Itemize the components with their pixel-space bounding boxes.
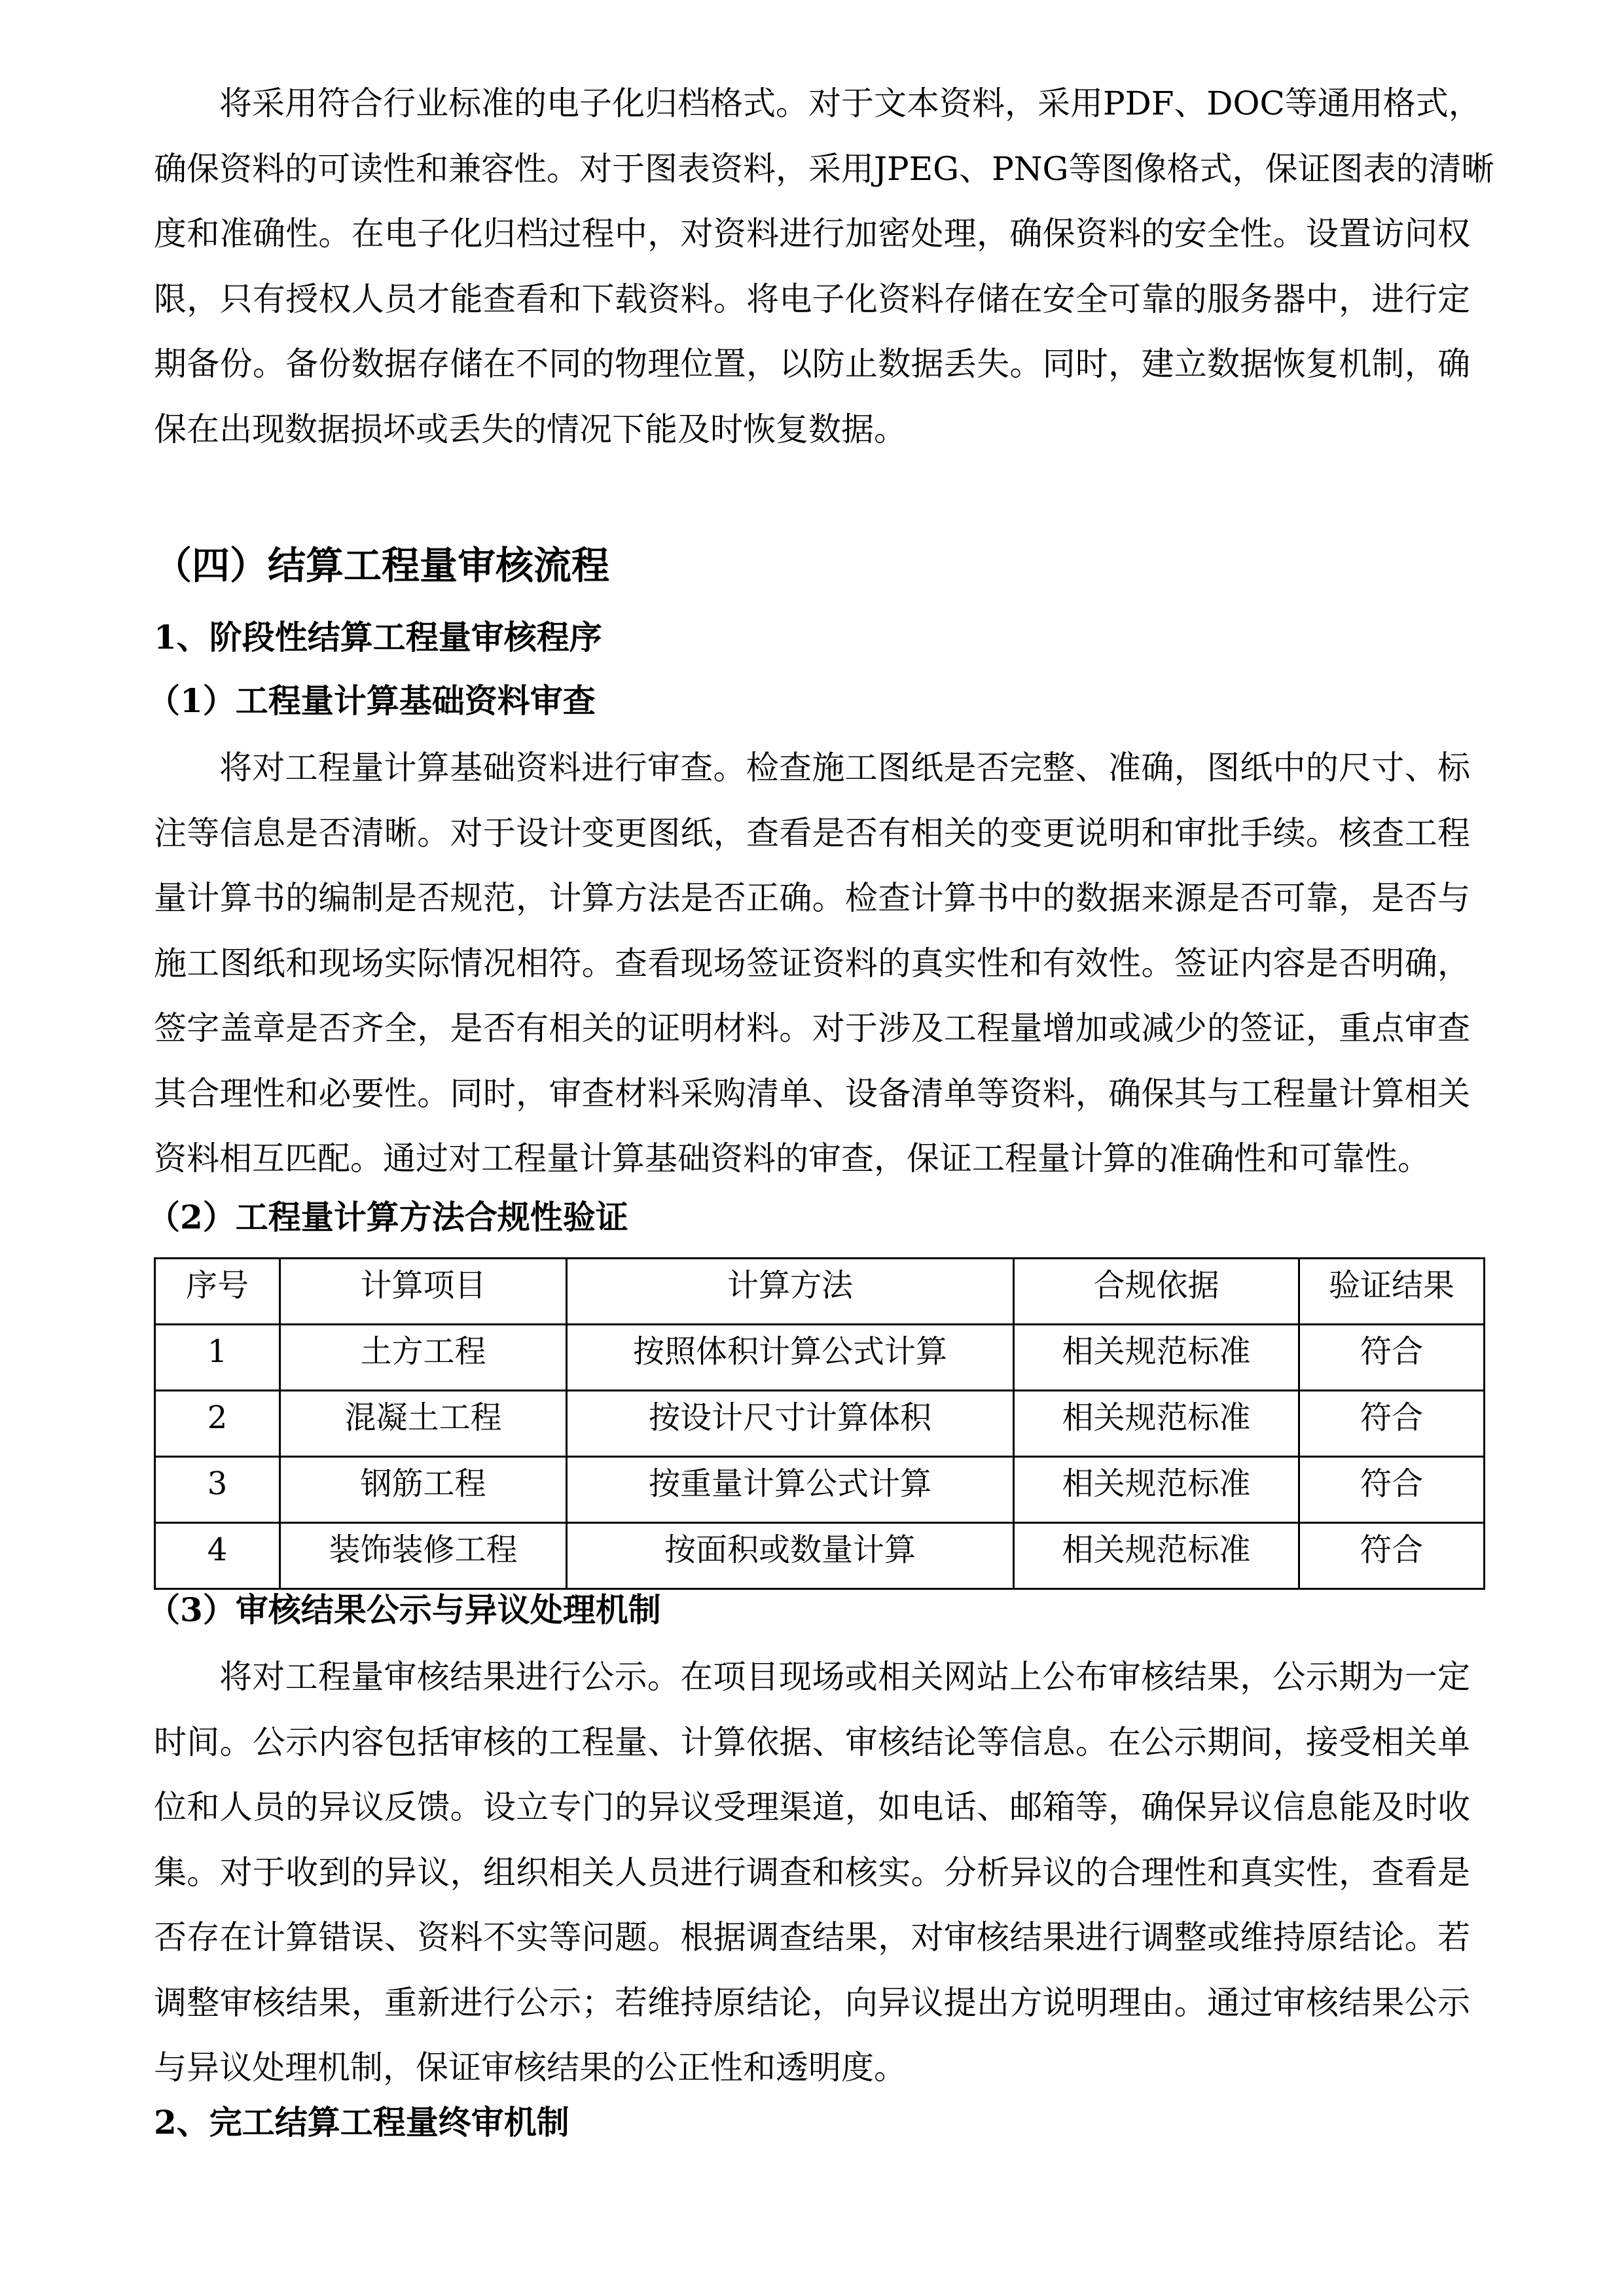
table-cell: 符合 — [1299, 1523, 1485, 1589]
paragraph-line: 度和准确性。在电子化归档过程中，对资料进行加密处理，确保资料的安全性。设置访问权 — [154, 215, 1470, 253]
table-cell: 按照体积计算公式计算 — [567, 1325, 1014, 1391]
table-cell: 装饰装修工程 — [280, 1523, 567, 1589]
table-cell: 相关规范标准 — [1014, 1523, 1299, 1589]
table-cell: 相关规范标准 — [1014, 1391, 1299, 1457]
paragraph-line: 集。对于收到的异议，组织相关人员进行调查和核实。分析异议的合理性和真实性，查看是 — [154, 1853, 1470, 1892]
paragraph-line: 与异议处理机制，保证审核结果的公正性和透明度。 — [154, 2049, 907, 2087]
paragraph-line: 确保资料的可读性和兼容性。对于图表资料，采用JPEG、PNG等图像格式，保证图表的清晰 — [154, 149, 1494, 188]
table-row — [155, 1325, 1485, 1391]
table-row — [155, 1457, 1485, 1523]
paragraph-line: 注等信息是否清晰。对于设计变更图纸，查看是否有相关的变更说明和审批手续。核查工程 — [154, 814, 1470, 852]
table-cell: 3 — [155, 1457, 280, 1523]
item-heading-3: （3）审核结果公示与异议处理机制 — [147, 1590, 661, 1629]
section-heading: （四）结算工程量审核流程 — [154, 543, 610, 588]
table-cell: 1 — [155, 1325, 280, 1391]
table-cell: 混凝土工程 — [280, 1391, 567, 1457]
paragraph-line: 签字盖章是否齐全，是否有相关的证明材料。对于涉及工程量增加或减少的签证，重点审查 — [154, 1009, 1470, 1047]
paragraph-line: 其合理性和必要性。同时，审查材料采购清单、设备清单等资料，确保其与工程量计算相关 — [154, 1074, 1470, 1113]
paragraph-line: 将对工程量审核结果进行公示。在项目现场或相关网站上公布审核结果，公示期为一定 — [219, 1658, 1470, 1696]
subsection-heading-1: 1、阶段性结算工程量审核程序 — [154, 618, 602, 656]
table-cell: 4 — [155, 1523, 280, 1589]
item-heading-1: （1）工程量计算基础资料审查 — [147, 681, 596, 720]
table-cell: 符合 — [1299, 1325, 1485, 1391]
header-cell: 验证结果 — [1299, 1259, 1485, 1325]
paragraph-line: 调整审核结果，重新进行公示；若维持原结论，向异议提出方说明理由。通过审核结果公示 — [154, 1983, 1470, 2022]
subsection-heading-2: 2、完工结算工程量终审机制 — [154, 2103, 569, 2142]
paragraph-line: 将对工程量计算基础资料进行审查。检查施工图纸是否完整、准确，图纸中的尺寸、标 — [219, 749, 1470, 787]
table-header-row — [155, 1259, 1485, 1325]
paragraph-line: 资料相互匹配。通过对工程量计算基础资料的审查，保证工程量计算的准确性和可靠性。 — [154, 1139, 1430, 1177]
table-cell: 相关规范标准 — [1014, 1325, 1299, 1391]
paragraph-line: 位和人员的异议反馈。设立专门的异议受理渠道，如电话、邮箱等，确保异议信息能及时收 — [154, 1788, 1470, 1826]
table-cell: 相关规范标准 — [1014, 1457, 1299, 1523]
paragraph-line: 保在出现数据损坏或丢失的情况下能及时恢复数据。 — [154, 410, 907, 448]
table-row — [155, 1391, 1485, 1457]
table-cell: 符合 — [1299, 1391, 1485, 1457]
table-cell: 按面积或数量计算 — [567, 1523, 1014, 1589]
table-cell: 按设计尺寸计算体积 — [567, 1391, 1014, 1457]
paragraph-line: 时间。公示内容包括审核的工程量、计算依据、审核结论等信息。在公示期间，接受相关单 — [154, 1723, 1470, 1761]
item-heading-2: （2）工程量计算方法合规性验证 — [147, 1198, 628, 1236]
header-cell: 计算方法 — [567, 1259, 1014, 1325]
table-cell: 土方工程 — [280, 1325, 567, 1391]
table-cell: 2 — [155, 1391, 280, 1457]
paragraph-line: 量计算书的编制是否规范，计算方法是否正确。检查计算书中的数据来源是否可靠，是否与 — [154, 879, 1470, 917]
table-cell: 按重量计算公式计算 — [567, 1457, 1014, 1523]
paragraph-line: 施工图纸和现场实际情况相符。查看现场签证资料的真实性和有效性。签证内容是否明确， — [154, 944, 1470, 982]
compliance-table — [154, 1257, 1485, 1590]
table-cell: 符合 — [1299, 1457, 1485, 1523]
header-cell: 序号 — [155, 1259, 280, 1325]
paragraph-line: 将采用符合行业标准的电子化归档格式。对于文本资料，采用PDF、DOC等通用格式， — [219, 84, 1481, 122]
header-cell: 计算项目 — [280, 1259, 567, 1325]
table-cell: 钢筋工程 — [280, 1457, 567, 1523]
paragraph-line: 期备份。备份数据存储在不同的物理位置，以防止数据丢失。同时，建立数据恢复机制，确 — [154, 345, 1470, 383]
header-cell: 合规依据 — [1014, 1259, 1299, 1325]
paragraph-line: 否存在计算错误、资料不实等问题。根据调查结果，对审核结果进行调整或维持原结论。若 — [154, 1918, 1470, 1956]
paragraph-line: 限，只有授权人员才能查看和下载资料。将电子化资料存储在安全可靠的服务器中，进行定 — [154, 279, 1470, 318]
